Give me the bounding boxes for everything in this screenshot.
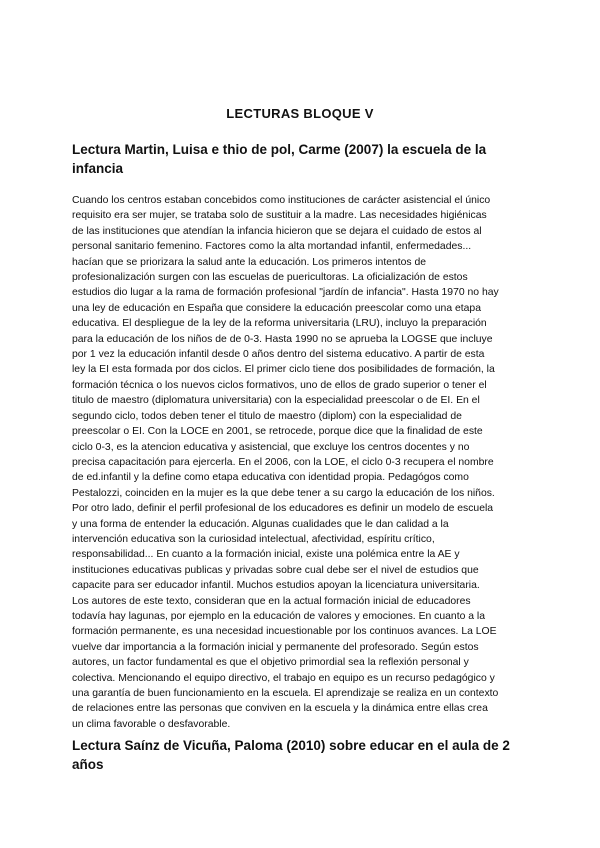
section-body-martin: Cuando los centros estaban concebidos como instituciones de carácter asistencial el único requisito era ser mujer, se trataba solo de sustituir a la madre. Las necesidades higiénicas de las instituciones que atendían la infancia hicieron que se dejara el cuidado de estos al personal sanitario femenino. Factores como la alta mortandad infantil, enfermedades... hacían que se priorizara la salud ante la educación. Los primeros intentos de profesionalización surgen con las escuelas de puericultoras. La oficialización de estos estudios dio lugar a la rama de formación profesional "jardín de infancia". Hasta 1970 no hay una ley de educación en España que considere la educación preescolar como una etapa educativa. El despliegue de la ley de la reforma universitaria (LRU), incluyo la preparación para la educación de los niños de de 0-3. Hasta 1990 no se aprueba la LOGSE que incluye por 1 vez la educación infantil desde 0 años dentro del sistema educativo. A partir de esta ley la EI esta formada por dos ciclos. El primer ciclo tiene dos posibilidades de formación, la formación técnica o los nuevos ciclos formativos, uno de ellos de grado superior o tener el titulo de maestro (diplomatura universitaria) con la especialidad preescolar o de EI. En el segundo ciclo, todos deben tener el titulo de maestro (diplom) con la especialidad de preescolar o EI. Con la LOCE en 2001, se retrocede, porque dice que la finalidad de este ciclo 0-3, es la atencion educativa y asistencial, que excluye los centros docentes y no precisa capacitación para ejercerla. En el 2006, con la LOE, el ciclo 0-3 recupera el nombre de ed.infantil y la define como etapa educativa con identidad propia. Pedagógos como Pestalozzi, coinciden en la mujer es la que debe tener a su cargo la educación de los niños. Por otro lado, definir el perfil profesional de los educadores es definir un modelo de escuela y una forma de entender la educación. Algunas cualidades que le dan calidad a la intervención educativa son la curiosidad intelectual, afectividad, espíritu crítico, responsabilidad... En cuanto a la formación inicial, existe una polémica entre la AE y instituciones educativas publicas y privadas sobre cual debe ser el nivel de estudios que capacite para ser educador infantil. Muchos estudios apoyan la licenciatura universitaria. Los autores de este texto, consideran que en la actual formación inicial de educadores todavía hay lagunas, por ejemplo en la educación de valores y emociones. En cuanto a la formación permanente, es una necesidad incuestionable por los continuos avances. La LOE vuelve dar importancia a la formación inicial y permanente del profesorado. Según estos autores, un factor fundamental es que el objetivo primordial sea la reflexión personal y colectiva. Mencionando el equipo directivo, el trabajo en equipo es un recurso pedagógico y una garantía de buen funcionamiento en la escuela. El aprendizaje se realiza en un contexto de relaciones entre las personas que conviven en la escuela y la dinámica entre ellas crea un clima favorable o desfavorable. bbox=[72, 195, 499, 730]
document-title: LECTURAS BLOQUE V bbox=[226, 106, 374, 121]
section-heading-martin: Lectura Martin, Luisa e thio de pol, Carme (2007) la escuela de la infancia bbox=[72, 142, 487, 176]
section-heading-sainz: Lectura Saínz de Vicuña, Paloma (2010) sobre educar en el aula de 2 años bbox=[72, 738, 510, 772]
